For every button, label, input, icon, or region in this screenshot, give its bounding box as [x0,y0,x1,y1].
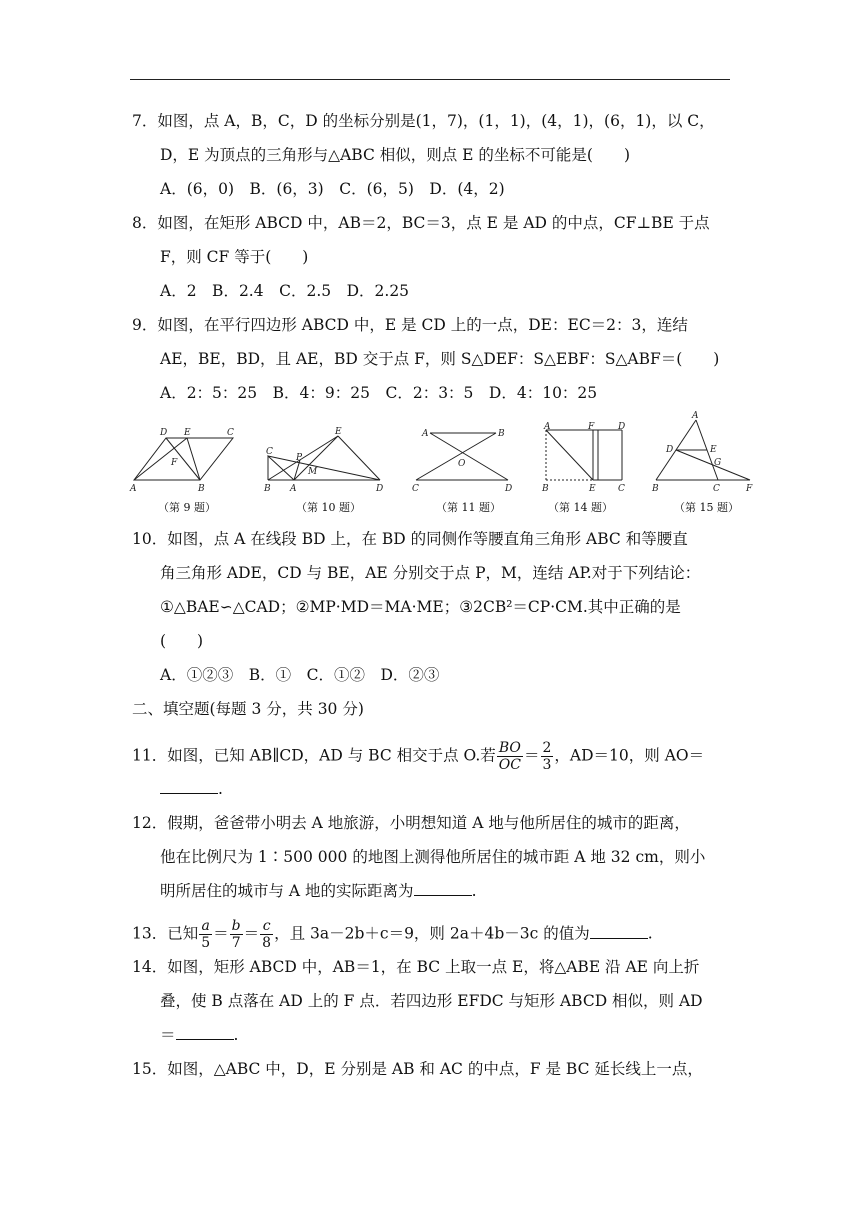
q7-options: A．(6，0) B．(6，3) C．(6，5) D．(4，2) [160,180,505,198]
fig15-label-c: C [713,484,720,493]
q11-pre: 11．如图，已知 AB∥CD，AD 与 BC 相交于点 O.若 [132,746,496,765]
q12-answer-blank[interactable] [414,881,472,896]
fig15-label-e: E [710,445,717,455]
fig9-label-c: C [227,428,234,438]
q11-eq: ＝ [523,746,540,765]
q11-end: . [218,780,223,798]
q9-line1: 9．如图，在平行四边形 ABCD 中，E 是 CD 上的一点，DE：EC＝2：3，连结 [132,316,688,334]
q11-line1 [132,740,704,773]
figure-q10 [262,408,392,497]
fig10-label-e: E [335,427,342,437]
q13-eq1: ＝ [213,924,229,943]
fig10-label-a: A [290,484,297,493]
fig10-label-p: P [296,453,303,463]
fig14-label-d: D [618,422,626,432]
q12-line1: 12．假期，爸爸带小明去 A 地旅游，小明想知道 A 地与他所居住的城市的距离， [132,814,690,832]
q12-line3-text: 明所居住的城市与 A 地的实际距离为 [160,882,414,900]
q13-a-den: 5 [201,935,211,951]
fig10-label-b: B [264,484,271,493]
caption-q15: （第 15 题） [674,501,739,514]
q7-line1: 7．如图，点 A，B，C，D 的坐标分别是(1，7)，(1，1)，(4，1)，(6，1)，以 C， [132,112,715,130]
q13-end: . [647,924,653,943]
fig9-label-a: A [130,484,137,493]
q14-line2: 叠，使 B 点落在 AD 上的 F 点．若四边形 EFDC 与矩形 ABCD 相似，则 AD [160,992,703,1010]
q7-line2: D，E 为顶点的三角形与△ABC 相似，则点 E 的坐标不可能是( ) [160,146,631,164]
caption-q9: （第 9 题） [158,501,216,514]
q12-end: . [471,882,477,900]
q9-line2: AE，BE，BD，且 AE，BD 交于点 F，则 S△DEF：S△EBF：S△ABF＝( ) [160,350,720,368]
q10-line4: ( ) [160,632,204,650]
q11-fraction-2-3 [541,740,554,773]
q13-frac-b [230,918,243,951]
q10-line2: 角三角形 ADE，CD 与 BE，AE 分别交于点 P，M，连结 AP.对于下列结论： [160,564,701,582]
fig11-label-a: A [422,429,429,439]
q8-line1: 8．如图，在矩形 ABCD 中，AB＝2，BC＝3，点 E 是 AD 的中点，CF⊥BE 于点 [132,214,710,232]
q13-pre: 13．已知 [132,924,199,943]
q10-options: A．①②③ B．① C．①② D．②③ [160,666,440,684]
q14-line1: 14．如图，矩形 ABCD 中，AB＝1，在 BC 上取一点 E，将△ABE 沿 AE 向上折 [132,958,700,976]
q12-line3 [160,881,477,901]
q13-post: ，且 3a－2b＋c＝9，则 2a＋4b－3c 的值为 [274,924,590,943]
q8-options: A．2 B．2.4 C．2.5 D．2.25 [160,282,410,300]
q14-line3 [160,1025,238,1045]
section-fill-in-title: 二、填空题(每题 3 分，共 30 分) [132,700,364,718]
fig10-label-d: D [376,484,384,493]
q11-frac2-num: 2 [542,740,552,756]
fig9-label-d: D [160,428,168,438]
q9-options: A．2：5：25 B．4：9：25 C．2：3：5 D．4：10：25 [160,384,598,402]
q15-line1: 15．如图，△ABC 中，D，E 分别是 AB 和 AC 的中点，F 是 BC 延长线上一点， [132,1060,703,1078]
q12-line2: 他在比例尺为 1∶500 000 的地图上测得他所居住的城市距 A 地 32 cm，则小 [160,848,706,866]
figure-q15 [646,408,756,497]
q10-line1: 10．如图，点 A 在线段 BD 上，在 BD 的同侧作等腰直角三角形 ABC 和等腰直 [132,530,688,548]
figure-q11 [408,408,518,497]
fig10-label-c: C [266,447,273,457]
q13-c-den: 8 [262,935,272,951]
q13-b-den: 7 [231,935,241,951]
q13-frac-a [199,918,212,951]
q13-frac-c [260,918,273,951]
q11-frac1-num: BO [497,740,523,757]
figure-q14 [538,408,638,497]
fig14-label-b: B [542,484,549,493]
figure-q9 [128,408,243,497]
fig11-label-d: D [505,484,513,493]
fig15-label-d: D [666,445,674,455]
q11-frac1-den: OC [498,757,521,773]
header-rule [130,79,730,80]
q13-eq2: ＝ [243,924,260,943]
q11-post: ，AD＝10，则 AO＝ [554,746,705,765]
fig11-label-o: O [458,459,466,469]
q13-line [132,918,653,951]
q14-end: . [233,1026,239,1044]
fig15-label-a: A [692,411,699,421]
fig15-label-g: G [714,458,722,468]
caption-q11: （第 11 题） [436,501,501,514]
q8-line2: F，则 CF 等于( ) [160,248,309,266]
q13-a-num: a [199,918,212,935]
fig10-label-m: M [308,467,318,477]
q13-answer-blank[interactable] [590,924,648,939]
q13-c-num: c [260,918,273,935]
caption-q14: （第 14 题） [548,501,613,514]
fig14-label-f: F [588,422,595,432]
fig14-label-a: A [544,422,551,432]
caption-q10: （第 10 题） [296,501,361,514]
fig11-label-b: B [498,429,505,439]
fig11-label-c: C [412,484,419,493]
q14-answer-blank[interactable] [176,1025,234,1040]
q14-line3-text: ＝ [160,1026,176,1044]
fig15-label-b: B [652,484,659,493]
q11-answer-blank[interactable] [160,779,218,794]
fig15-label-f: F [746,484,753,493]
fig9-label-b: B [198,484,205,493]
q10-line3: ①△BAE∽△CAD；②MP·MD＝MA·ME；③2CB²＝CP·CM.其中正确的是 [160,598,681,616]
q13-b-num: b [231,918,241,934]
fig9-label-e: E [184,428,191,438]
q11-line2 [160,779,223,799]
q11-frac2-den: 3 [542,757,552,773]
fig14-label-c: C [618,484,625,493]
q11-fraction-bo-oc [497,740,523,773]
fig9-label-f: F [171,458,178,468]
fig14-label-e: E [589,484,596,493]
